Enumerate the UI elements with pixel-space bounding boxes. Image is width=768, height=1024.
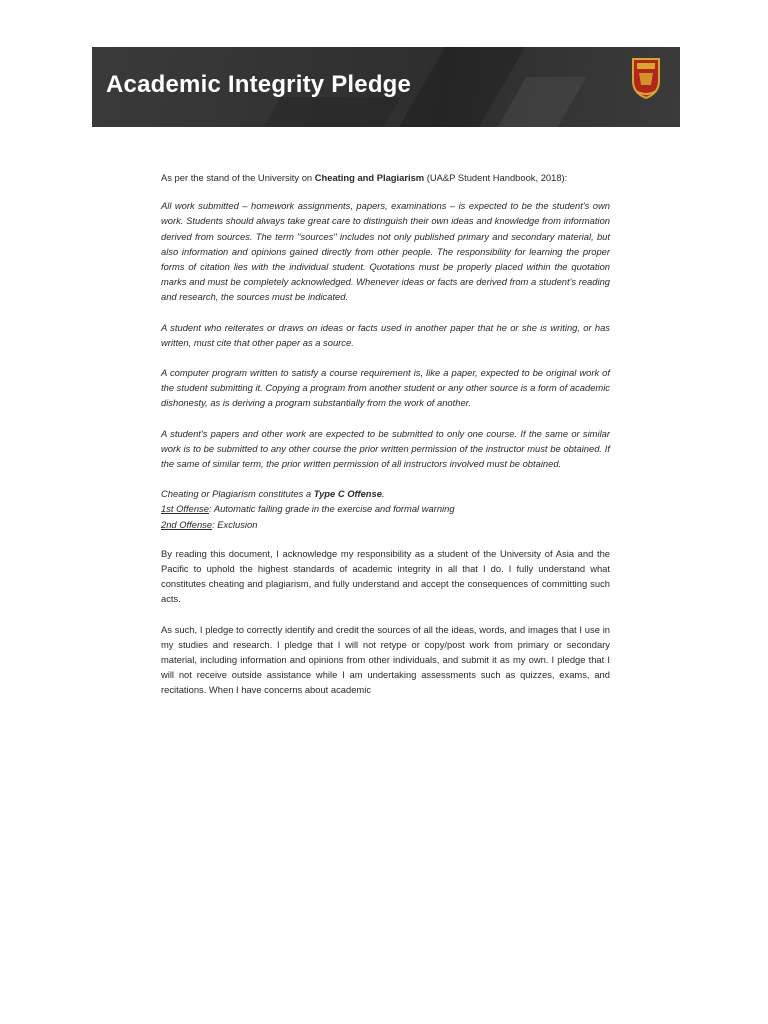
second-offense-line xyxy=(161,517,610,532)
header-banner xyxy=(92,47,680,127)
intro-suffix: (UA&P Student Handbook, 2018): xyxy=(424,172,568,183)
first-offense-text: : Automatic failing grade in the exercise and formal warning xyxy=(208,503,455,515)
second-offense-text: : Exclusion xyxy=(212,518,258,530)
first-offense-label: 1st Offense xyxy=(161,503,209,515)
page-title: Academic Integrity Pledge xyxy=(106,71,412,98)
banner-facet xyxy=(263,97,400,127)
policy-paragraph: A computer program written to satisfy a course requirement is, like a paper, expected to be original work of the student submitting it. Copying a program from another student or any other source is a form of academic dishonesty, as is deriving a program substantially from the work of another. xyxy=(161,367,610,409)
offense-type: Type C Offense xyxy=(313,488,382,500)
offense-prefix: Cheating or Plagiarism constitutes a xyxy=(161,488,314,500)
pledge-paragraph: As such, I pledge to correctly identify and credit the sources of all the ideas, words, and images that I use in my studies and research. I pledge that I will not retype or copy/post work from primary or secondary material, including information and opinions from other individuals, and submit it as my own. I pledge that I will not receive outside assistance while I am undertaking assessments such as quizzes, exams, and recitations. When I have concerns about academic xyxy=(161,623,610,696)
policy-paragraph: A student's papers and other work are expected to be submitted to only one course. If the same or similar work is to be submitted to any other course the prior written permission of the instructor must be obtained. If the same of similar term, the prior written permission of all instructors involved must be obtained. xyxy=(161,427,610,470)
offense-type-line xyxy=(161,486,610,501)
offense-suffix: . xyxy=(381,488,385,500)
pledge-paragraph: By reading this document, I acknowledge my responsibility as a student of the University of Asia and the Pacific to uphold the highest standards of academic integrity in all that I do. I fully understand what constitutes cheating and plagiarism, and fully understand and accept the consequences of committing such acts. xyxy=(161,547,610,605)
offense-block xyxy=(161,486,610,532)
intro-prefix: As per the stand of the University on xyxy=(161,172,315,183)
intro-paragraph xyxy=(161,170,610,185)
university-seal-icon xyxy=(630,55,662,101)
policy-paragraph: A student who reiterates or draws on ideas or facts used in another paper that he or she is writing, or has written, must cite that other paper as a source. xyxy=(161,321,610,348)
intro-bold-term: Cheating and Plagiarism xyxy=(314,172,425,183)
policy-paragraph: All work submitted – homework assignments, papers, examinations – is expected to be the student's own work. Students should always take great care to distinguish their own ideas and knowledge from information derived from sources. The term "sources" includes not only published primary and secondary material, but also information and opinions gained directly from other people. The responsibility for learning the proper forms of citation lies with the individual student. Quotations must be properly placed within the quotation marks and must be completely acknowledged. Whenever ideas or facts are derived from a student's reading and research, the sources must be indicated. xyxy=(161,200,610,303)
banner-facet xyxy=(498,77,587,127)
first-offense-line xyxy=(161,501,610,516)
second-offense-label: 2nd Offense xyxy=(161,518,213,530)
document-body xyxy=(161,170,610,713)
